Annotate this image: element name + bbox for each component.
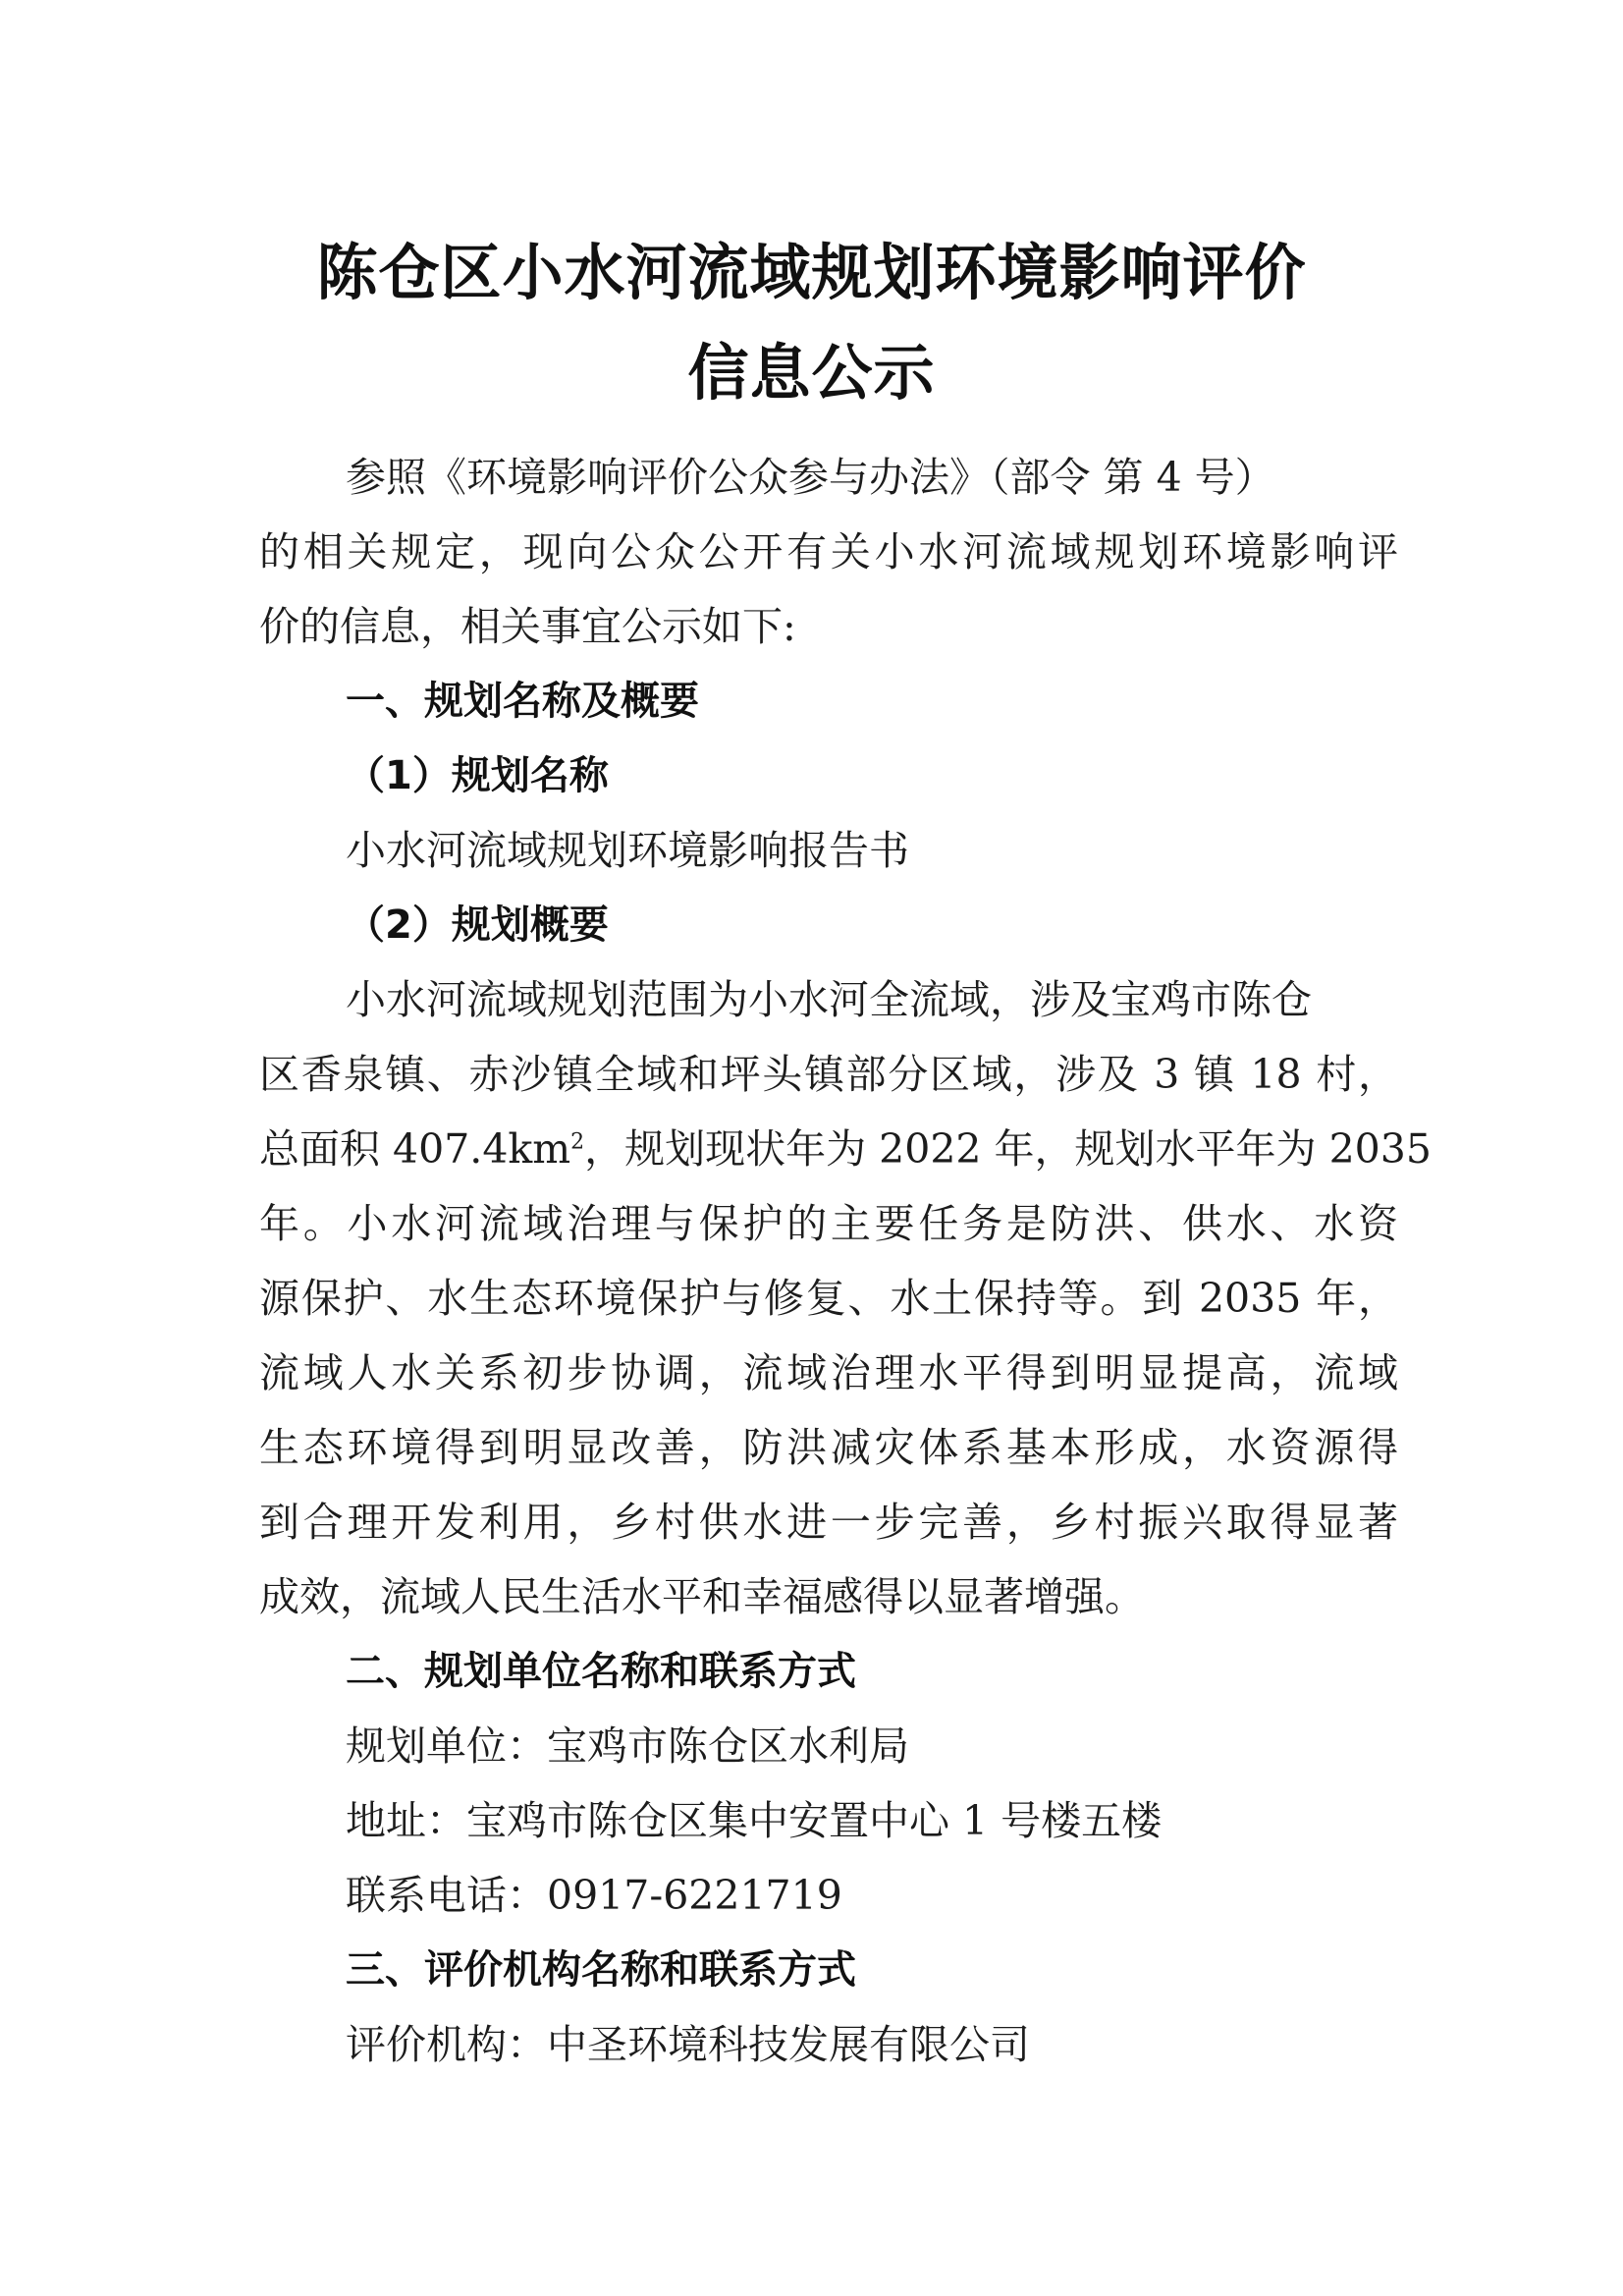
section1-sub1-heading: （1）规划名称 bbox=[346, 753, 609, 798]
evaluation-agency: 评价机构：中圣环境科技发展有限公司 bbox=[346, 2021, 1030, 2068]
planning-address: 地址：宝鸡市陈仓区集中安置中心 1 号楼五楼 bbox=[346, 1797, 1163, 1844]
intro-line-2: 的相关规定，现向公众公开有关小水河流域规划环境影响评 bbox=[259, 528, 1398, 575]
planning-unit: 规划单位：宝鸡市陈仓区水利局 bbox=[346, 1722, 909, 1770]
summary-line-1: 小水河流域规划范围为小水河全流域，涉及宝鸡市陈仓 bbox=[346, 976, 1312, 1023]
intro-line-1: 参照《环境影响评价公众参与办法》（部令 第 4 号） bbox=[346, 454, 1275, 501]
section1-sub2-heading: （2）规划概要 bbox=[346, 902, 609, 948]
summary-line-4: 年。小水河流域治理与保护的主要任务是防洪、供水、水资 bbox=[259, 1200, 1398, 1247]
summary-line-2: 区香泉镇、赤沙镇全域和坪头镇部分区域，涉及 3 镇 18 村， bbox=[259, 1051, 1398, 1098]
summary-line-7: 生态环境得到明显改善，防洪减灾体系基本形成，水资源得 bbox=[259, 1424, 1398, 1471]
summary-line-8: 到合理开发利用，乡村供水进一步完善，乡村振兴取得显著 bbox=[259, 1499, 1398, 1546]
plan-name: 小水河流域规划环境影响报告书 bbox=[346, 827, 909, 874]
section3-heading: 三、评价机构名称和联系方式 bbox=[346, 1947, 856, 1993]
summary-area-superscript: 2 bbox=[570, 1129, 585, 1155]
section2-heading: 二、规划单位名称和联系方式 bbox=[346, 1649, 856, 1694]
summary-area-text: 总面积 407.4km bbox=[259, 1125, 571, 1173]
summary-line-9: 成效，流域人民生活水平和幸福感得以显著增强。 bbox=[259, 1573, 1145, 1620]
planning-phone: 联系电话：0917-6221719 bbox=[346, 1872, 842, 1919]
document-title-line1: 陈仓区小水河流域规划环境影响评价 bbox=[316, 237, 1307, 308]
summary-line-6: 流域人水关系初步协调，流域治理水平得到明显提高，流域 bbox=[259, 1349, 1398, 1396]
document-title-line2: 信息公示 bbox=[687, 337, 936, 409]
summary-years-text: ，规划现状年为 2022 年，规划水平年为 2035 bbox=[584, 1125, 1432, 1173]
section1-heading: 一、规划名称及概要 bbox=[346, 679, 699, 724]
summary-line-3 bbox=[259, 1112, 1432, 1186]
intro-line-3: 价的信息，相关事宜公示如下: bbox=[259, 603, 796, 650]
summary-line-5: 源保护、水生态环境保护与修复、水土保持等。到 2035 年， bbox=[259, 1275, 1398, 1322]
